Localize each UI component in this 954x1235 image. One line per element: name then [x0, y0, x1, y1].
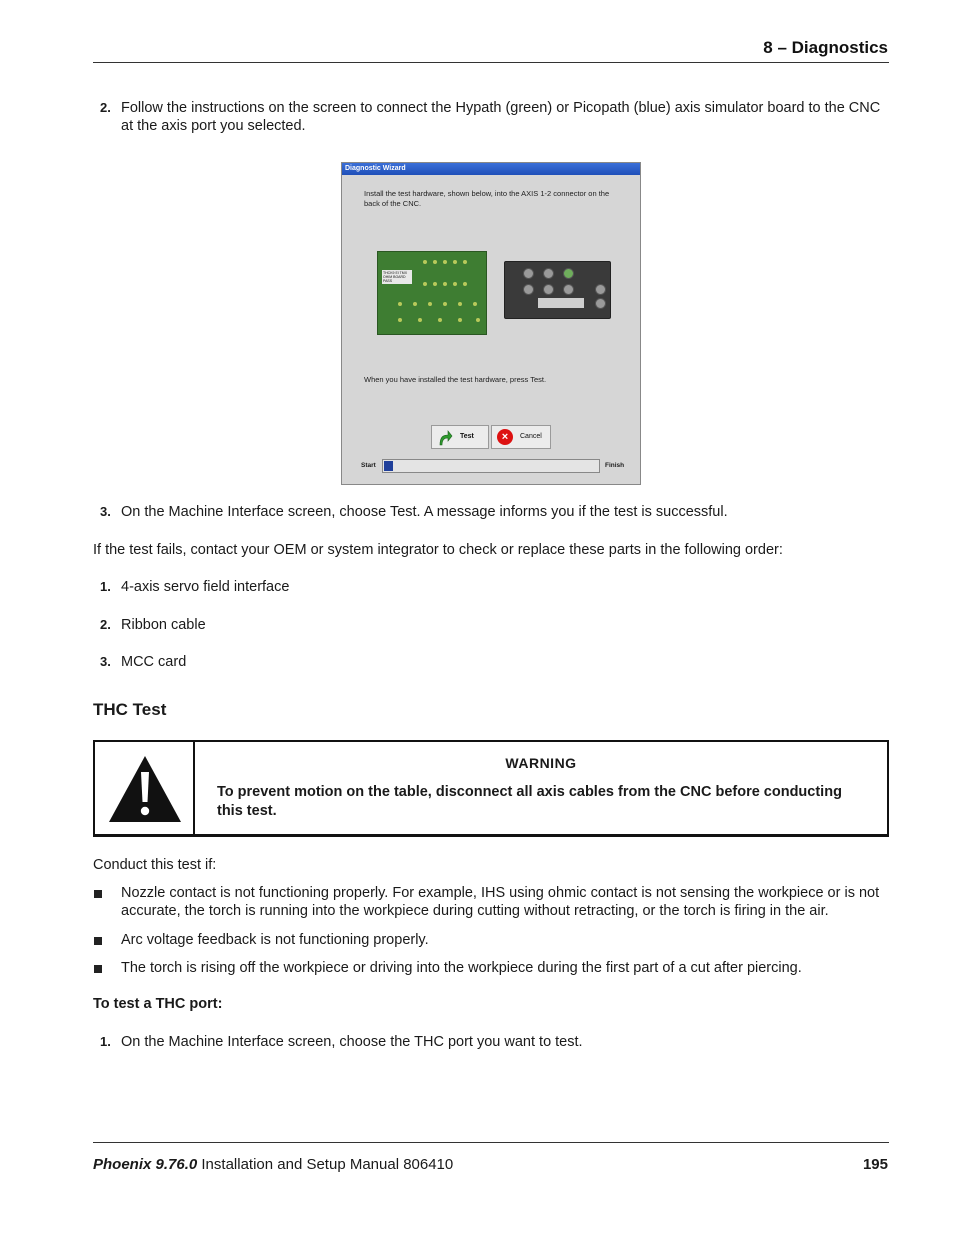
footer-manual-info	[93, 1156, 453, 1173]
footer-divider	[93, 1142, 889, 1143]
red-x-icon: ×	[497, 429, 513, 445]
bullet-text: Nozzle contact is not functioning properly. For example, IHS using ohmic contact is not sensing the workpiece or is not accurate, the torch is running into the workpiece during cutting without retracting, or the torch is firing in the air.	[121, 885, 880, 919]
step-text: On the Machine Interface screen, choose Test. A message informs you if the test is successful.	[121, 504, 728, 520]
footer-product: Phoenix 9.76.0	[93, 1156, 198, 1173]
board-label: THCK9 EI TMX OHIM BOARD PASS	[382, 270, 412, 284]
bullet-item	[93, 931, 889, 949]
cancel-button-label: Cancel	[520, 433, 542, 440]
progress-fill	[384, 461, 393, 471]
dialog-after-text: When you have installed the test hardware, press Test.	[364, 375, 547, 384]
bullet-text: The torch is rising off the workpiece or driving into the workpiece during the first part of a cut after piercing.	[121, 960, 802, 976]
section-title: THC Test	[93, 700, 167, 719]
list-item	[93, 578, 883, 596]
bullet-square-icon	[94, 890, 102, 898]
bullet-item	[93, 959, 889, 977]
list-text: 4-axis servo field interface	[121, 579, 290, 595]
list-number: 3.	[100, 654, 111, 669]
dialog-title: Diagnostic Wizard	[342, 163, 640, 175]
bullet-square-icon	[94, 937, 102, 945]
progress-bar	[382, 459, 600, 473]
green-arrow-icon	[437, 429, 453, 447]
bullet-item	[93, 884, 889, 920]
procedure-heading: To test a THC port:	[93, 996, 223, 1012]
simulator-board-image	[377, 251, 487, 335]
step-item	[93, 99, 883, 135]
step-text: On the Machine Interface screen, choose the THC port you want to test.	[121, 1034, 583, 1050]
step-number: 2.	[100, 100, 111, 115]
step-item	[93, 503, 883, 521]
warning-triangle-icon	[107, 754, 183, 824]
step-item	[93, 1033, 883, 1051]
warning-body: To prevent motion on the table, disconnect all axis cables from the CNC before conducting this test.	[217, 784, 842, 819]
axis-connector-image	[504, 261, 611, 319]
warning-icon-cell	[95, 742, 195, 834]
step-number: 3.	[100, 504, 111, 519]
warning-title: WARNING	[505, 755, 577, 771]
progress-start-label: Start	[361, 462, 376, 469]
footer-manual: Installation and Setup Manual 806410	[197, 1156, 454, 1173]
cancel-button[interactable]	[491, 425, 551, 449]
warning-box	[93, 740, 889, 837]
chapter-header: 8 – Diagnostics	[763, 38, 888, 57]
page-number: 195	[862, 1156, 888, 1173]
progress-finish-label: Finish	[605, 462, 625, 469]
list-item	[93, 653, 883, 671]
dialog-instruction: Install the test hardware, shown below, into the AXIS 1-2 connector on the back of the CNC.	[364, 189, 610, 208]
test-button[interactable]	[431, 425, 489, 449]
step-number: 1.	[100, 1034, 111, 1049]
step-text: Follow the instructions on the screen to connect the Hypath (green) or Picopath (blue) axis simulator board to the CNC at the axis port you selected.	[121, 100, 881, 134]
list-number: 2.	[100, 617, 111, 632]
list-text: Ribbon cable	[121, 617, 206, 633]
bullet-text: Arc voltage feedback is not functioning properly.	[121, 932, 429, 948]
diagnostic-wizard-screenshot	[341, 162, 641, 485]
list-number: 1.	[100, 579, 111, 594]
list-text: MCC card	[121, 654, 187, 670]
conduct-paragraph: Conduct this test if:	[93, 857, 217, 873]
header-divider	[93, 62, 889, 63]
bullet-square-icon	[94, 965, 102, 973]
list-item	[93, 616, 883, 634]
test-button-label: Test	[460, 433, 474, 440]
fail-paragraph: If the test fails, contact your OEM or system integrator to check or replace these parts in the following order:	[93, 542, 783, 558]
